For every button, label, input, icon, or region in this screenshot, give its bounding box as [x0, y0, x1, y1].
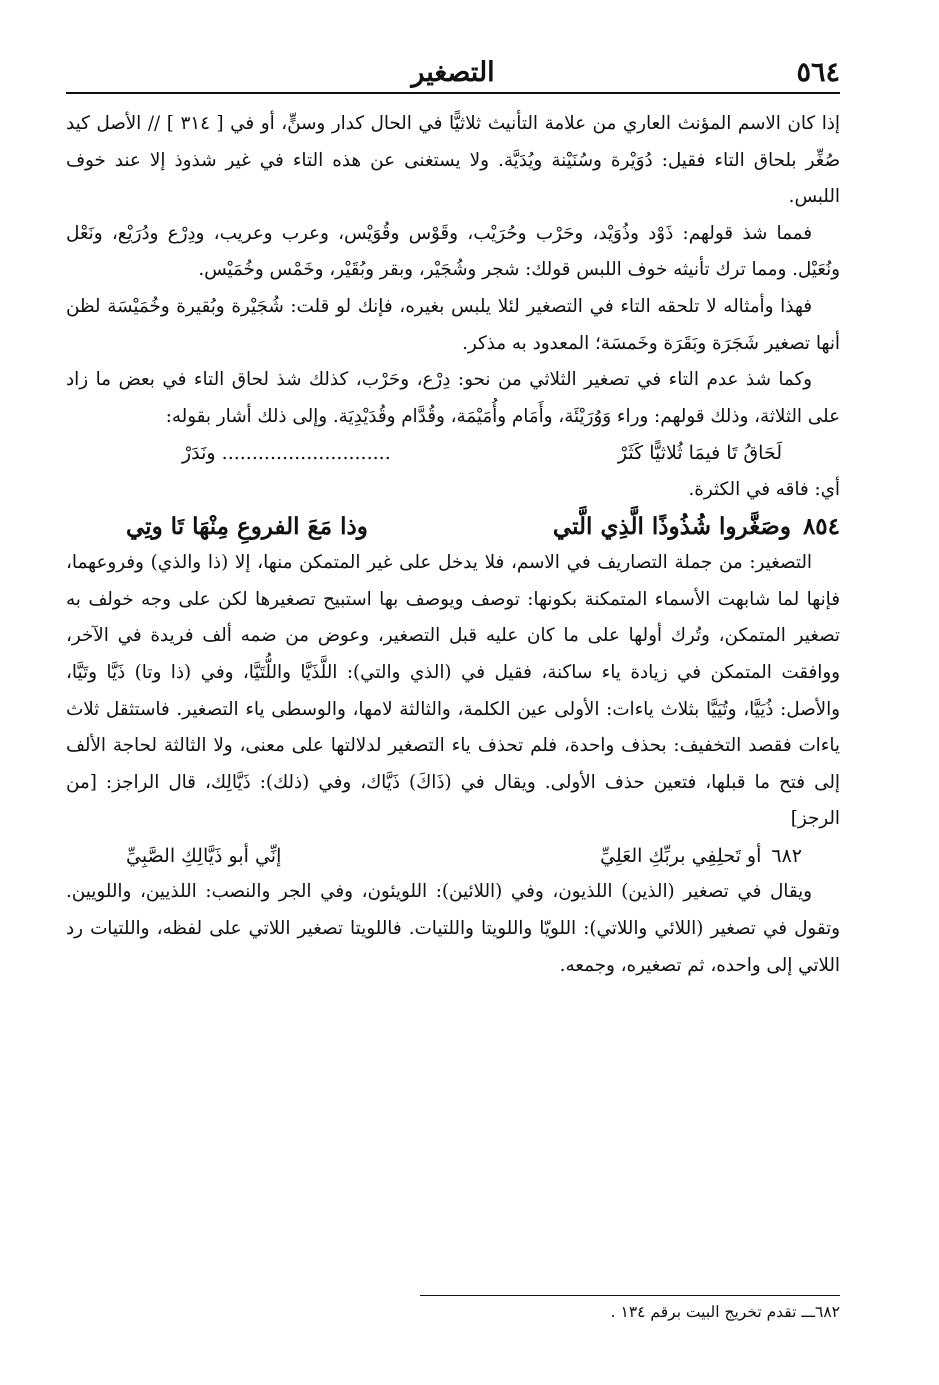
alfiyya-verse-second: وذا مَعَ الفروعِ مِنْهَا تَا وتِي [126, 512, 368, 540]
page-number: ٥٦٤ [796, 57, 840, 88]
paragraph-1: إذا كان الاسم المؤنث العاري من علامة التأنيث ثلاثيًّا في الحال كدار وسنٍّ، أو في [ ٣١٤ ] // الأصل كيد صُغِّر بلحاق التاء فقيل: دُوَيْرة وسُنَيْنة ويُدَيَّة. ولا يستغنى عن هذه التاء في غير شذوذ إلا عند خوف اللبس. [66, 113, 840, 208]
rajaz-verse-second: إنِّي أبو ذَيَّالِكِ الصَّبِيِّ [126, 844, 282, 867]
verse-second-hemistich: ............................ ونَدَرْ [182, 442, 391, 465]
footnote-divider [420, 1295, 840, 1296]
paragraph-4: وكما شذ عدم التاء في تصغير الثلاثي من نحو: دِرْع، وحَرْب، كذلك شذ لحاق التاء في بعض ما زاد على الثلاثة، وذلك قولهم: وراء وَوُرَيْئَة، وأَمَام وأُمَيْمَة، وقُدَّام وقُدَيْدِيَة. وإلى ذلك أشار بقوله: [66, 369, 840, 427]
page-body [66, 106, 840, 984]
verse-first-hemistich: لَحَاقُ تَا فيمَا ثُلاثيًّا كَثَرْ [617, 442, 782, 465]
verse-quote [66, 435, 840, 472]
paragraph-2: فمما شذ قولهم: ذَوْد وذُوَيْد، وحَرْب وحُرَيْب، وقَوْس وقُوَيْس، وعرب وعريب، ودِرْع ودُرَيْع، ونَعْل ونُعَيْل. ومما ترك تأنيثه خوف اللبس قولك: شجر وشُجَيْر، وبقر وبُقَيْر، وخَمْس وخُمَيْس. [66, 222, 840, 281]
rajaz-verse-number: ٦٨٢ [771, 844, 802, 867]
rajaz-verse-first-text: أو تَحلِفِي بربِّكِ العَلِيِّ [600, 844, 762, 867]
alfiyya-verse-heading [66, 509, 840, 546]
paragraph-5: أي: فاقه في الكثرة. [688, 478, 840, 500]
alfiyya-verse-number: ٨٥٤ [802, 512, 840, 540]
paragraph-7: ويقال في تصغير (الذين) اللذيون، وفي (اللائين): اللويئون، وفي الجر والنصب: اللذيين، واللويين. وتقول في تصغير (اللائي واللاتي): اللويّا واللويتا واللتيات. فاللويتا تصغير اللاتي على لفظه، واللتيات رد اللاتي إلى واحده، ثم تصغيره، وجمعه. [66, 881, 840, 976]
alfiyya-verse-first-text: وصَغَّروا شُذُوذًا الَّذِي الَّتي [552, 512, 791, 540]
running-title: التصغير [411, 57, 495, 88]
paragraph-6: التصغير: من جملة التصاريف في الاسم، فلا يدخل على غير المتمكن منها، إلا (ذا والذي) وفروعهما، فإنها لما شابهت الأسماء المتمكنة بكونها: توصف ويوصف بها استبيح تصغيرها لكن على وجه خولف به تصغير المتمكن، وتُرك أولها على ما كان عليه قبل التصغير، وعوض من ضمه ألف فريدة في الآخر، ووافقت المتمكن في زيادة ياء ساكنة، فقيل في (الذي والتي): اللَّذَيَّا واللُّتَيَّا، وفي (ذا وتا) ذَيَّا وتَيَّا، والأصل: ذُيَيَّا، وتُيَيَّا بثلاث ياءات: الأولى عين الكلمة، والثالثة لامها، والوسطى ياء التصغير. فاستثقل ثلاث ياءات فقصد التخفيف: بحذف واحدة، فلم تحذف ياء التصغير لدلالتها على معنى، ولا الثالثة لحاجة الألف إلى فتح ما قبلها، فتعين حذف الأولى. ويقال في (ذَاكَ) ذَيَّاك، وفي (ذلك): ذَيَّالِك، قال الراجز: [من الرجز] [66, 552, 840, 830]
page-header [66, 52, 840, 94]
alfiyya-verse-first [553, 509, 840, 546]
rajaz-verse-first [600, 838, 802, 875]
rajaz-verse [66, 838, 840, 875]
paragraph-3: فهذا وأمثاله لا تلحقه التاء في التصغير لئلا يلبس بغيره، فإنك لو قلت: شُجَيْرة وبُقيرة وخُمَيْسَة لظن أنها تصغير شَجَرَة وبَقَرَة وخَمسَة؛ المعدود به مذكر. [66, 295, 840, 354]
footnote: ٦٨٢ـــ تقدم تخريج البيت برقم ١٣٤ . [610, 1303, 840, 1321]
